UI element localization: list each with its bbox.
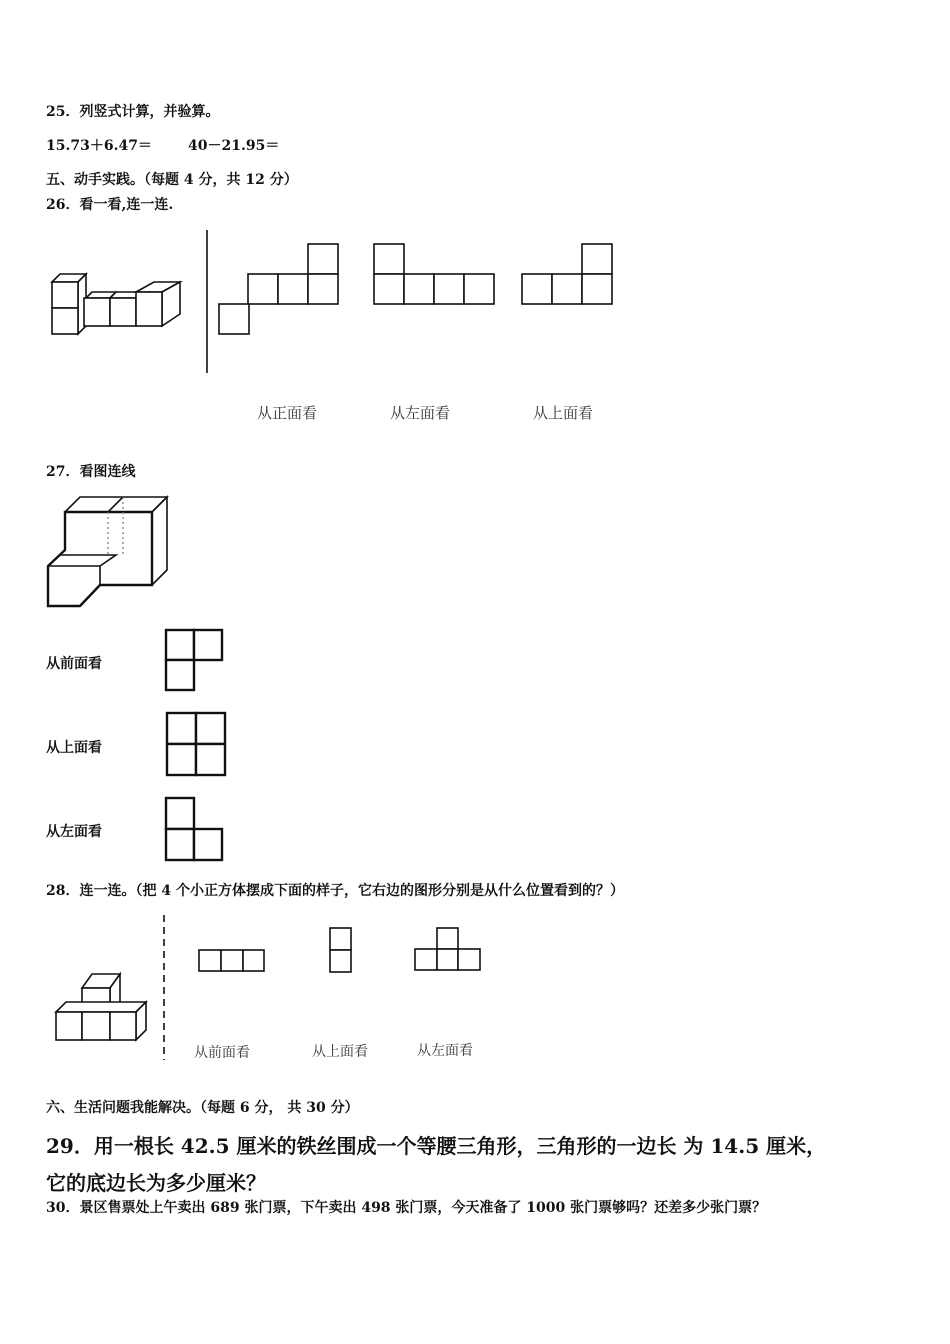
- q26-solid-figure: [52, 274, 180, 334]
- q28-solid-figure: [56, 974, 146, 1040]
- q29-line-2: 它的底边长为多少厘米？: [46, 1171, 266, 1195]
- q25-title: 25．列竖式计算，并验算。: [46, 104, 220, 120]
- q26-label-front: 从正面看: [257, 404, 318, 422]
- q28-label-front: 从前面看: [194, 1045, 250, 1061]
- q27-view-shape-left: [166, 798, 222, 860]
- q26-view-shape-2: [374, 244, 494, 304]
- q28-view-shape-3: [415, 928, 480, 970]
- q26-view-shape-3: [522, 244, 612, 304]
- q28-view-shape-1: [199, 950, 264, 971]
- q27-view-shape-top: [167, 713, 225, 775]
- q25-expression-1: 15.73＋6.47＝: [46, 138, 152, 154]
- q27-label-front: 从前面看: [46, 656, 102, 672]
- q26-label-top: 从上面看: [533, 404, 594, 422]
- section5-heading: 五、动手实践。（每题 4 分，共 12 分）: [46, 172, 298, 188]
- q26-view-shape-1: [219, 244, 338, 334]
- q27-label-left: 从左面看: [46, 824, 102, 840]
- q25-expression-2: 40－21.95＝: [188, 138, 280, 154]
- q27-solid-figure: [48, 497, 167, 606]
- q28-label-top: 从上面看: [312, 1044, 368, 1060]
- q29-line-1: 29．用一根长 42.5 厘米的铁丝围成一个等腰三角形，三角形的一边长 为 14.5 厘米，: [46, 1134, 827, 1158]
- q28-label-left: 从左面看: [417, 1043, 473, 1059]
- section6-heading: 六、生活问题我能解决。（每题 6 分， 共 30 分）: [46, 1100, 359, 1116]
- q27-label-top: 从上面看: [46, 740, 102, 756]
- q27-view-shape-front: [166, 630, 222, 690]
- q30-text: 30．景区售票处上午卖出 689 张门票，下午卖出 498 张门票，今天准备了 1000 张门票够吗？还差多少张门票？: [46, 1200, 767, 1216]
- q26-label-left: 从左面看: [390, 404, 451, 422]
- q26-title: 26．看一看,连一连.: [46, 197, 174, 213]
- q27-title: 27．看图连线: [46, 464, 136, 480]
- q28-title: 28．连一连。（把 4 个小正方体摆成下面的样子，它右边的图形分别是从什么位置看到的？）: [46, 883, 624, 899]
- q28-view-shape-2: [330, 928, 351, 972]
